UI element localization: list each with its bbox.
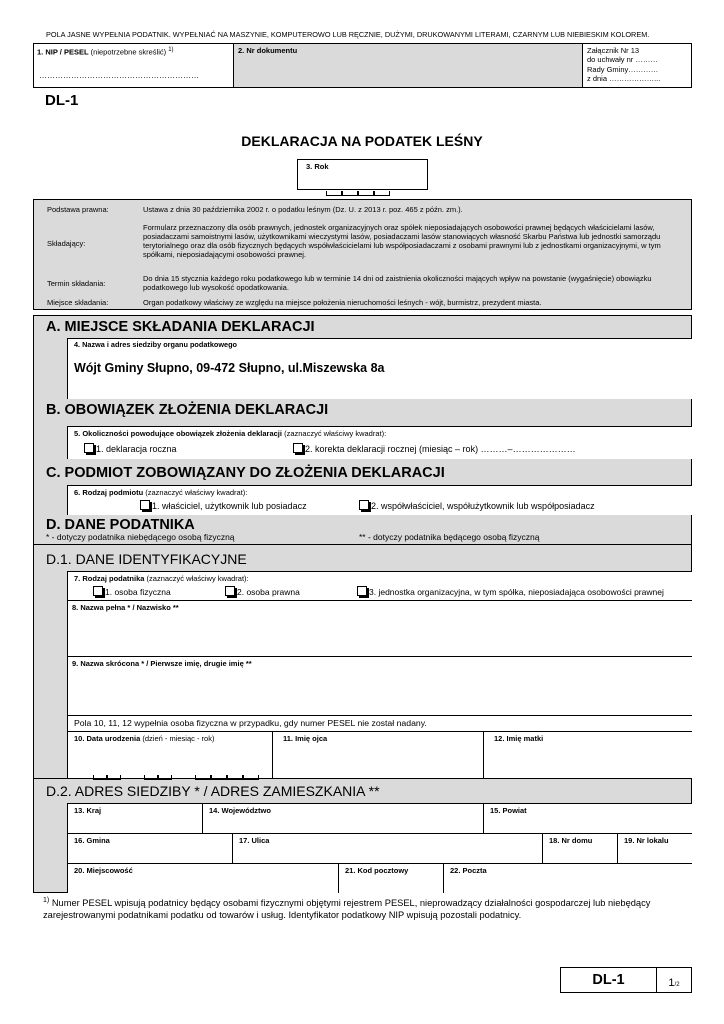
footnote: [43, 896, 683, 921]
field-6-label: 6. Rodzaj podmiotu: [74, 488, 144, 497]
field-1-box[interactable]: [33, 43, 233, 88]
field-7-hint: (zaznaczyć właściwy kwadrat):: [146, 574, 249, 583]
field-19-box[interactable]: [617, 833, 692, 864]
field-1-dots: ……………………………………………………: [39, 71, 199, 80]
option-legal-person[interactable]: [225, 586, 300, 597]
option-legal-person-label: 2. osoba prawna: [237, 587, 300, 597]
field-17-box[interactable]: [232, 833, 542, 864]
section-d2-title: D.2. ADRES SIEDZIBY * / ADRES ZAMIESZKANIA **: [46, 783, 380, 799]
field-18-label: 18. Nr domu: [549, 836, 593, 845]
year-input-segments[interactable]: [326, 178, 390, 196]
form-title: DEKLARACJA NA PODATEK LEŚNY: [241, 133, 483, 149]
option-annual-label: 1. deklaracja roczna: [96, 444, 177, 454]
field-9-box[interactable]: [67, 656, 692, 716]
field-12-box[interactable]: [483, 731, 692, 778]
info-label-submitter: Składający:: [47, 239, 86, 248]
checkbox-annual[interactable]: [84, 443, 94, 453]
field-2-label: 2. Nr dokumentu: [238, 46, 298, 55]
section-d1-title: D.1. DANE IDENTYFIKACYJNE: [46, 551, 247, 567]
field-15-label: 15. Powiat: [490, 806, 527, 815]
option-organizational-unit-label: 3. jednostka organizacyjna, w tym spółka, nieposiadająca osobowości prawnej: [369, 587, 664, 597]
field-20-label: 20. Miejscowość: [74, 866, 133, 875]
option-coowner[interactable]: [359, 500, 595, 511]
info-label-deadline: Termin składania:: [47, 279, 106, 288]
checkbox-natural-person[interactable]: [93, 586, 103, 596]
option-correction-label: 2. korekta deklaracji rocznej (miesiąc – rok) ………–…………………: [305, 444, 576, 454]
section-a-title: A. MIEJSCE SKŁADANIA DEKLARACJI: [46, 319, 315, 335]
field-10-box[interactable]: [67, 731, 272, 778]
field-16-box[interactable]: [67, 833, 232, 864]
section-d-note-2: ** - dotyczy podatnika będącego osobą fizyczną: [359, 532, 540, 542]
checkbox-owner[interactable]: [140, 500, 150, 510]
option-coowner-label: 2. współwłaściciel, współużytkownik lub współposiadacz: [371, 501, 595, 511]
field-15-box[interactable]: [483, 803, 692, 834]
field-11-box[interactable]: [272, 731, 483, 778]
info-label-place: Miejsce składania:: [47, 298, 109, 307]
field-18-box[interactable]: [542, 833, 617, 864]
field-13-label: 13. Kraj: [74, 806, 102, 815]
section-c-title: C. PODMIOT ZOBOWIĄZANY DO ZŁOŻENIA DEKLARACJI: [46, 465, 445, 481]
footer-code-box: [560, 967, 657, 993]
fields-10-12-note-box: [67, 715, 692, 732]
field-3-box[interactable]: [297, 159, 428, 190]
header-note: POLA JASNE WYPEŁNIA PODATNIK. WYPEŁNIAĆ NA MASZYNIE, KOMPUTEROWO LUB RĘCZNIE, DUŻYMI, DRUKOWANYMI LITERAMI, CZARNYM LUB NIEBIESKIM KOLOREM.: [46, 30, 650, 39]
annex-line-3: Rady Gminy…………: [587, 64, 659, 74]
field-5-box: [67, 426, 692, 459]
field-10-hint: (dzień - miesiąc - rok): [142, 734, 215, 743]
field-4-box[interactable]: [67, 338, 692, 399]
field-1-note: (niepotrzebne skreślić): [90, 47, 167, 57]
option-natural-person[interactable]: [93, 586, 171, 597]
field-5-hint: (zaznaczyć właściwy kwadrat):: [284, 429, 387, 438]
field-22-box[interactable]: [443, 863, 692, 893]
field-5-label: 5. Okoliczności powodujące obowiązek złożenia deklaracji: [74, 429, 282, 438]
info-text-legal: Ustawa z dnia 30 października 2002 r. o podatku leśnym (Dz. U. z 2013 r. poz. 465 z późn. zm.).: [143, 205, 463, 214]
field-14-label: 14. Województwo: [209, 806, 271, 815]
field-1-label: 1. NIP / PESEL: [37, 47, 89, 57]
field-13-box[interactable]: [67, 803, 202, 834]
field-6-hint: (zaznaczyć właściwy kwadrat):: [145, 488, 248, 497]
annex-line-1: Załącznik Nr 13: [587, 46, 640, 55]
field-12-label: 12. Imię matki: [494, 734, 544, 743]
footer-code: DL-1: [592, 972, 625, 988]
option-owner-label: 1. właściciel, użytkownik lub posiadacz: [152, 501, 307, 511]
footnote-mark: 1): [43, 897, 50, 904]
section-b-title: B. OBOWIĄZEK ZŁOŻENIA DEKLARACJI: [46, 402, 329, 418]
option-natural-person-label: 1. osoba fizyczna: [105, 587, 171, 597]
field-8-label: 8. Nazwa pełna * / Nazwisko **: [72, 603, 179, 612]
option-organizational-unit[interactable]: [357, 586, 664, 597]
page-number-box: [657, 967, 692, 993]
info-text-submitter: Formularz przeznaczony dla osób prawnych, jednostek organizacyjnych oraz spółek nieposiadających osobowości prawnej będących właścicielami lasów, posiadaczami samoistnymi lasów, użytkownikami wieczystymi lasów, posiadaczami lasów stanowiących własność Skarbu Państwa lub jednostki samorządu terytorialnego oraz dla osób fizycznych będących współwłaścicielami lub współposiadaczami z osobami prawnymi lub z jednostkami organizacyjnymi, w tym spółkami, nieposiadającymi osobowości prawnej.: [143, 223, 661, 259]
info-text-place: Organ podatkowy właściwy ze względu na miejsce położenia nieruchomości leśnych - wójt, burmistrz, prezydent miasta.: [143, 298, 542, 307]
field-21-box[interactable]: [338, 863, 443, 893]
section-d-title: D. DANE PODATNIKA: [46, 517, 195, 533]
field-6-box: [67, 485, 692, 515]
field-2-box[interactable]: [233, 43, 583, 88]
field-1-sup: 1): [168, 47, 174, 53]
checkbox-legal-person[interactable]: [225, 586, 235, 596]
field-17-label: 17. Ulica: [239, 836, 270, 845]
field-9-label: 9. Nazwa skrócona * / Pierwsze imię, drugie imię **: [72, 659, 252, 668]
page-total: /2: [674, 982, 680, 988]
info-label-legal: Podstawa prawna:: [47, 205, 109, 214]
field-10-label: 10. Data urodzenia: [74, 734, 141, 743]
option-annual[interactable]: [84, 443, 177, 454]
checkbox-organizational-unit[interactable]: [357, 586, 367, 596]
annex-line-2: do uchwały nr ………: [587, 55, 658, 65]
field-11-label: 11. Imię ojca: [283, 734, 328, 743]
field-4-value: Wójt Gminy Słupno, 09-472 Słupno, ul.Miszewska 8a: [74, 361, 385, 375]
field-3-label: 3. Rok: [306, 162, 329, 171]
option-correction[interactable]: [293, 443, 576, 454]
field-21-label: 21. Kod pocztowy: [345, 866, 409, 875]
field-8-box[interactable]: [67, 600, 692, 657]
field-16-label: 16. Gmina: [74, 836, 110, 845]
annex-box: [583, 43, 692, 88]
info-block: [33, 199, 692, 310]
annex-line-4: z dnia ………………...: [587, 74, 661, 84]
fields-10-12-note: Pola 10, 11, 12 wypełnia osoba fizyczna w przypadku, gdy numer PESEL nie został nadany.: [74, 718, 427, 728]
option-owner[interactable]: [140, 500, 307, 511]
field-19-label: 19. Nr lokalu: [624, 836, 669, 845]
field-7-label: 7. Rodzaj podatnika: [74, 574, 145, 583]
info-text-deadline: Do dnia 15 stycznia każdego roku podatkowego lub w terminie 14 dni od zaistnienia okoliczności mających wpływ na powstanie (wygaśnięcie) obowiązku podatkowego lub wysokość opodatkowania.: [143, 274, 652, 292]
field-14-box[interactable]: [202, 803, 483, 834]
field-20-box[interactable]: [67, 863, 338, 893]
field-7-box: [67, 571, 692, 601]
section-d-note-1: * - dotyczy podatnika niebędącego osobą fizyczną: [46, 532, 235, 542]
checkbox-coowner[interactable]: [359, 500, 369, 510]
form-code-top: DL-1: [45, 92, 79, 109]
page-number: 1: [668, 977, 675, 989]
checkbox-correction[interactable]: [293, 443, 303, 453]
field-4-label: 4. Nazwa i adres siedziby organu podatkowego: [74, 340, 238, 349]
footnote-text: Numer PESEL wpisują podatnicy będący osobami fizycznymi objętymi rejestrem PESEL, nieprowadzący działalności gospodarczej lub niebędący zarejestrowanymi podatnikami podatku od towarów i usług. Identyfikator podatkowy NIP wpisują pozostali podatnicy.: [43, 898, 651, 921]
field-22-label: 22. Poczta: [450, 866, 487, 875]
